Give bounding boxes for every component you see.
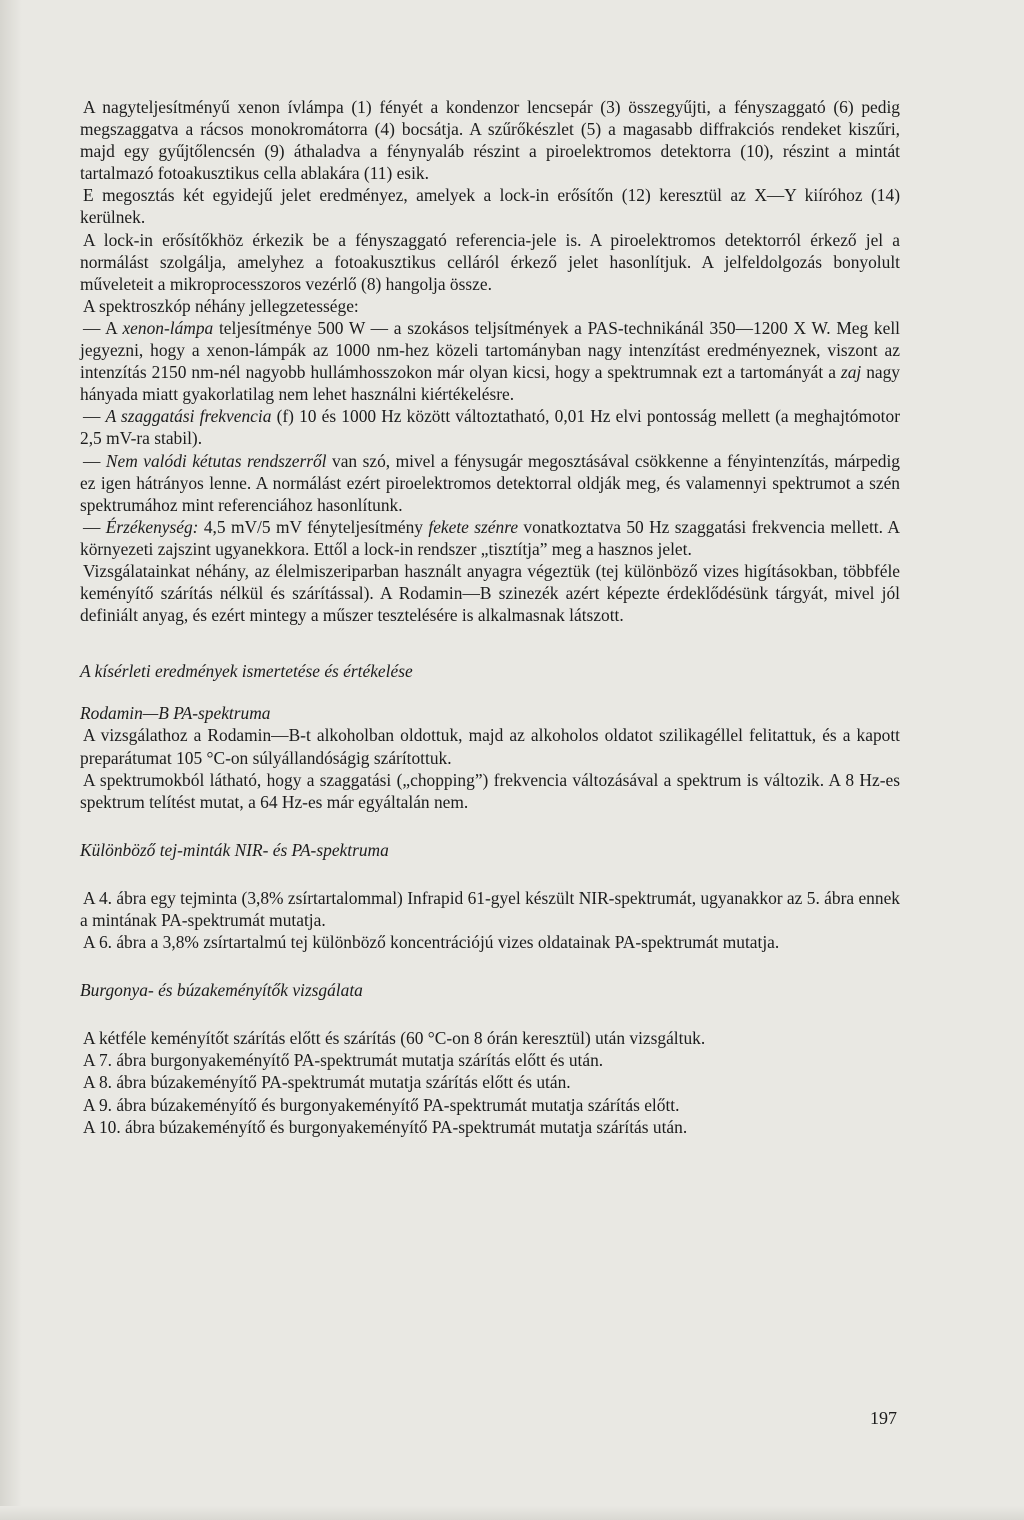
- intro-paragraph-4: A spektroszkóp néhány jellegzetessége:: [83, 295, 359, 316]
- feature-dash: —: [83, 406, 106, 427]
- spacer: [80, 813, 900, 839]
- feature-text: nagy hányada miatt gyakorlatilag nem lehet használni kiértékelésre.: [80, 362, 901, 405]
- starch-paragraph-1: A kétféle keményítőt szárítás előtt és szárítás (60 °C-on 8 órán keresztül) után vizsgáltuk.: [83, 1028, 706, 1049]
- spacer: [80, 1001, 900, 1027]
- feature-sensitivity: [80, 516, 900, 560]
- feature-chopping-frequency: [80, 405, 900, 449]
- rodamin-paragraph-1: A vizsgálathoz a Rodamin—B-t alkoholban oldottuk, majd az alkoholos oldatot szilikagéllel felitattuk, és a kapott preparátumat 105 °C-on súlyállandóságig szárítottuk.: [80, 725, 900, 768]
- intro-paragraph-2: E megosztás két egyidejű jelet eredményez, amelyek a lock-in erősítőn (12) keresztül az X—Y kiíróhoz (14) kerülnek.: [80, 185, 900, 228]
- starch-paragraph-2: A 7. ábra burgonyakeményítő PA-spektrumát mutatja szárítás előtt és után.: [83, 1050, 604, 1071]
- starch-paragraph-4: A 9. ábra búzakeményítő és burgonyakeményítő PA-spektrumát mutatja szárítás előtt.: [83, 1094, 680, 1115]
- spacer: [80, 626, 900, 660]
- feature-term: Érzékenység:: [105, 516, 199, 537]
- feature-term: xenon-lámpa: [122, 317, 214, 338]
- section-heading-starch: Burgonya- és búzakeményítők vizsgálata: [80, 980, 363, 1001]
- rodamin-paragraph-2: A spektrumokból látható, hogy a szaggatási („chopping”) frekvencia változásával a spektrum is változik. A 8 Hz-es spektrum telítést mutat, a 64 Hz-es már egyáltalán nem.: [80, 769, 900, 812]
- feature-text: vonatkoztatva 50 Hz szaggatási frekvencia mellett. A környezeti zajszint ugyanekkora. Ettől a lock-in rendszer „tisztítja” meg a hasznos jelet.: [80, 516, 900, 559]
- spacer: [80, 953, 900, 979]
- feature-term: fekete szénre: [428, 516, 519, 537]
- feature-text: teljesítménye 500 W — a szokásos teljsítmények a PAS-technikánál 350—1200 X W. Meg kell jegyezni, hogy a xenon-lámpák az 1000 nm-hez közeli tartományban nagy intenzítást eredményeznek, viszont az intenzítás 2150 nm-nél nagyobb hullámhosszokon már olyan kicsi, hogy a spektrumnak ezt a tartományát a: [80, 317, 900, 383]
- starch-paragraph-3: A 8. ábra búzakeményítő PA-spektrumát mutatja szárítás előtt és után.: [83, 1072, 571, 1093]
- feature-dual-path: [80, 450, 900, 516]
- intro-paragraph-3: A lock-in erősítőkhöz érkezik be a fényszaggató referencia-jele is. A piroelektromos detektorról érkező jel a normálást szolgálja, amelyhez a fotoakusztikus celláról érkező jelet hasonlítjuk. A jelfeldolgozás bonyolult műveleteit a mikroprocesszoros vezérlő (8) hangolja össze.: [80, 229, 900, 294]
- page-body: [80, 96, 900, 1138]
- feature-text: 4,5 mV/5 mV fényteljesítmény: [198, 516, 429, 537]
- intro-paragraph-1: A nagyteljesítményű xenon ívlámpa (1) fényét a kondenzor lencsepár (3) összegyűjti, a fényszaggató (6) pedig megszaggatva a rácsos monokromátorra (4) bocsátja. A szűrőkészlet (5) a magasabb diffrakciós rendeket kiszűri, majd egy gyűjtőlencsén (9) áthaladva a fénynyaláb részint a piroelektromos detektorra (10), részint a mintát tartalmazó fotoakusztikus cella ablakára (11) esik.: [80, 97, 900, 184]
- section-heading-results: A kísérleti eredmények ismertetése és értékelése: [80, 661, 413, 682]
- feature-term: Nem valódi kétutas rendszerről: [105, 450, 327, 471]
- page-edge-shadow: [0, 0, 22, 1520]
- study-paragraph: Vizsgálatainkat néhány, az élelmiszeriparban használt anyagra végeztük (tej különböző vizes higításokban, többféle keményítő szárítás nélkül és szárítással). A Rodamin—B szinezék azért képezte érdeklődésünk tárgyát, mivel jól definiált anyag, és ezért mintegy a műszer tesztelésére is alkalmasnak látszott.: [80, 560, 900, 626]
- page-bottom-shadow: [0, 1506, 1024, 1520]
- milk-paragraph-1: A 4. ábra egy tejminta (3,8% zsírtartalommal) Infrapid 61-gyel készült NIR-spektrumát, ugyanakkor az 5. ábra ennek a mintának PA-spektrumát mutatja.: [80, 887, 900, 930]
- spacer: [80, 861, 900, 887]
- feature-text: (f) 10 és 1000 Hz között változtatható, 0,01 Hz elvi pontosság mellett (a meghajtómotor 2,5 mV-ra stabil).: [80, 406, 900, 449]
- spacer: [80, 682, 900, 702]
- feature-term: A szaggatási frekvencia: [105, 406, 272, 427]
- section-heading-milk: Különböző tej-minták NIR- és PA-spektruma: [80, 839, 389, 860]
- section-heading-rodamin: Rodamin—B PA-spektruma: [80, 703, 271, 724]
- milk-paragraph-2: A 6. ábra a 3,8% zsírtartalmú tej különböző koncentrációjú vizes oldatainak PA-spektrumát mutatja.: [83, 932, 780, 953]
- feature-text: van szó, mivel a fénysugár megosztásával csökkenne a fényintenzítás, márpedig ez igen hátrányos lenne. A normálást ezért piroelektromos detektorral oldják meg, és valamennyi spektrumot a szén spektrumához mint referenciához hasonlítunk.: [80, 450, 900, 515]
- feature-dash: —: [83, 450, 106, 471]
- feature-term: zaj: [840, 362, 862, 383]
- feature-dash: —: [83, 516, 106, 537]
- feature-dash: — A: [83, 317, 123, 338]
- feature-xenon-lamp: [80, 317, 900, 405]
- page-number: 197: [870, 1408, 897, 1428]
- starch-paragraph-5: A 10. ábra búzakeményítő és burgonyakeményítő PA-spektrumát mutatja szárítás után.: [83, 1116, 688, 1137]
